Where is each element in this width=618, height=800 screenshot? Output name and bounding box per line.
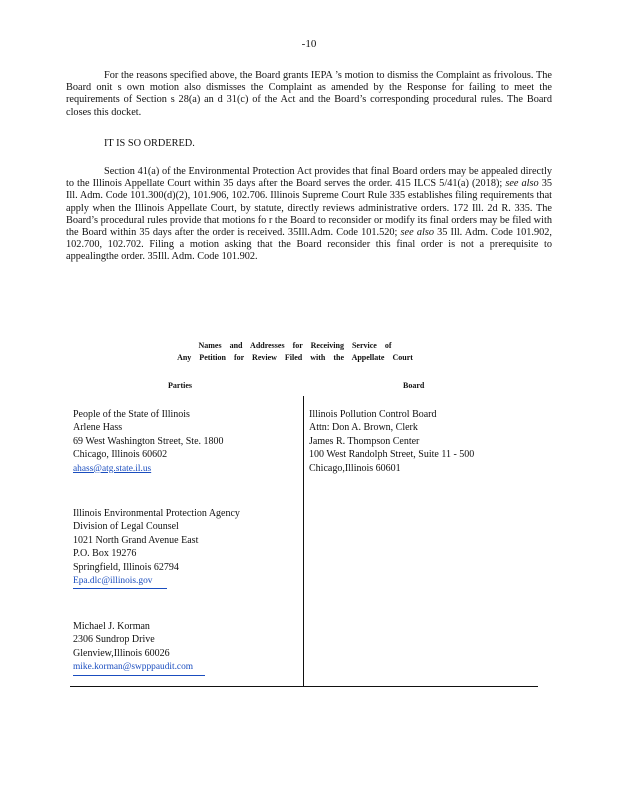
address-line: Illinois Pollution Control Board (309, 409, 437, 420)
email-link[interactable]: mike.korman@swpppaudit.com (73, 662, 194, 673)
party-address-block (73, 620, 205, 676)
address-line: Michael J. Korman (73, 621, 150, 632)
board-address-block (309, 408, 474, 475)
address-line: Glenview,Illinois 60026 (73, 647, 170, 659)
party-address-block (73, 507, 240, 589)
see-also-signal-1: see also (505, 178, 539, 190)
email-link[interactable]: ahass@atg.state.il.us (73, 463, 152, 474)
address-line: Arlene Hass (73, 422, 123, 434)
address-line: P.O. Box 19276 (73, 548, 137, 560)
service-list-heading (150, 340, 440, 364)
appeal-text-part-c: 35 Ill. Adm. Code 101.902, 102.700, 102.702. Filing a motion asking that the Board reconsider this final order is not a prerequisite to appealingthe order. 35Ill. Adm. Code 101.902. (66, 227, 552, 263)
page-number: -10 (301, 38, 317, 50)
party-address-block (73, 408, 224, 476)
paragraph-order-dismissal: For the reasons specified above, the Board grants IEPA ’s motion to dismiss the Complaint as frivolous. The Board onit s own motion also dismisses the Complaint as amended by the Response for failing to meet the requirements of Section s 28(a) an d 31(c) of the Act and the Board’s corresponding procedural rules. The Board closes this docket. (66, 70, 552, 118)
address-line: Division of Legal Counsel (73, 521, 179, 533)
address-line: 100 West Randolph Street, Suite 11 - 500 (309, 449, 475, 461)
address-line: Attn: Don A. Brown, Clerk (309, 422, 418, 434)
table-bottom-rule (70, 686, 538, 687)
service-heading-line-2: Any Petition for Review Filed with the Appellate Court (177, 353, 413, 362)
address-line: People of the State of Illinois (73, 409, 190, 420)
parties-column-heading: Parties (168, 381, 192, 390)
address-line: 1021 North Grand Avenue East (73, 534, 199, 546)
paragraph-appeal-rights (66, 166, 552, 264)
see-also-signal-2: see also (400, 227, 434, 239)
service-heading-line-1: Names and Addresses for Receiving Service of (198, 341, 392, 350)
column-divider (303, 396, 304, 687)
appeal-text-part-a: Section 41(a) of the Environmental Protection Act provides that final Board orders may be appealed directly to the Illinois Appellate Court within 35 days after the Board serves the order. 415 ILCS 5/41(a) (2018); (66, 166, 552, 190)
address-line: 69 West Washington Street, Ste. 1800 (73, 435, 224, 447)
appeal-text-part-b: 35 Ill. Adm. Code 101.300(d)(2), 101.906, 102.706. Illinois Supreme Court Rule 335 establishes filing requirements that apply when the Illinois Appellate Court, by statute, directly reviews administrative orders. 172 Ill. 2d R. 335. The Board’s procedural rules provide that motions fo r the Board to reconsider or modify its final orders may be filed with the Board within 35 days after the order is received. 35Ill.Adm. Code 101.520; (66, 178, 553, 239)
address-line: James R. Thompson Center (309, 435, 420, 447)
address-line: Springfield, Illinois 62794 (73, 561, 179, 573)
address-line: Chicago, Illinois 60602 (73, 449, 168, 461)
address-line: 2306 Sundrop Drive (73, 634, 155, 646)
address-line: Illinois Environmental Protection Agency (73, 508, 240, 519)
board-column-heading: Board (403, 381, 425, 390)
email-link[interactable]: Epa.dlc@illinois.gov (73, 576, 153, 587)
address-line: Chicago,Illinois 60601 (309, 462, 401, 474)
paragraph-so-ordered: IT IS SO ORDERED. (104, 138, 195, 149)
